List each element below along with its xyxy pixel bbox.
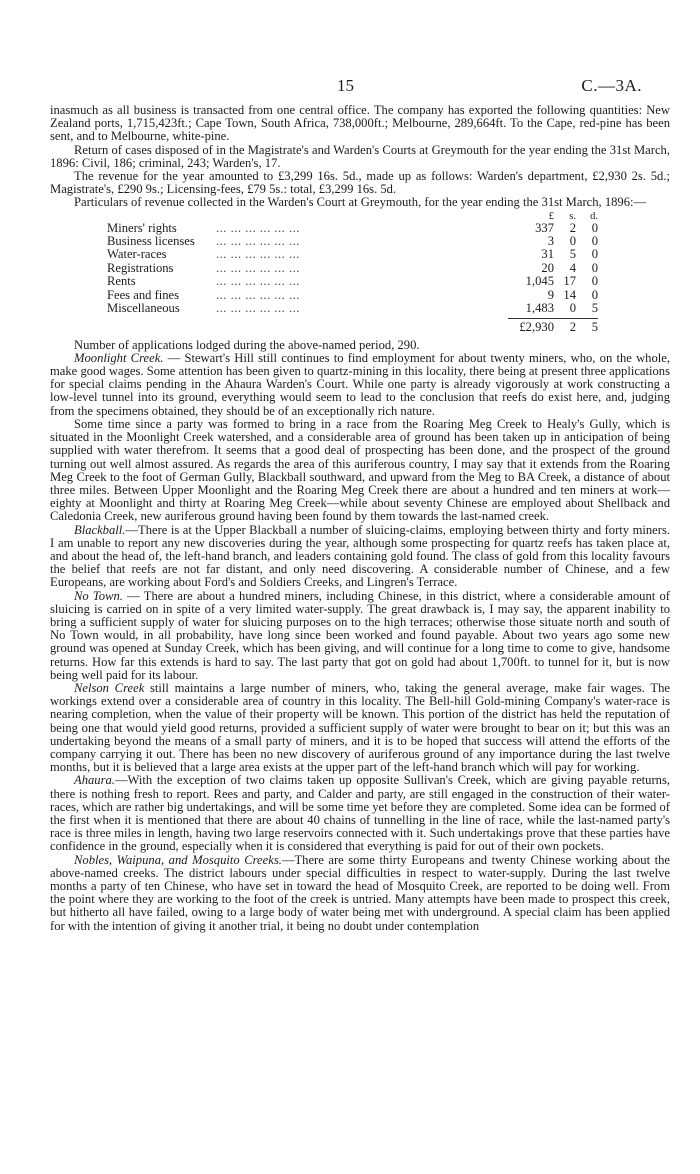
revenue-label: Miscellaneous: [107, 301, 180, 316]
revenue-pence: 5: [591, 301, 598, 316]
no-town-paragraph: [50, 590, 670, 682]
revenue-pounds: 3: [547, 234, 554, 249]
report-body: [50, 104, 670, 933]
ahaura-paragraph: [50, 774, 670, 853]
page-number: 15: [337, 76, 354, 95]
total-pence: 5: [591, 320, 598, 335]
nelson-creek-text: still maintains a large number of miners, who, taking the general average, make fair wages. The workings extend over a considerable area of country in this locality. The Bell-hill Gold-mining Company's water-race is nearing completion, when the value of their property will be known. This portion of the district has held the reputation of being one that would yield good returns, provided a sufficient supply of water were brought to bear on it; but this was an undertaking beyond the means of a small party of miners, and it is to be hoped that success will attend the efforts of the company carrying it out. There has been no new discovery of auriferous ground of any importance during the last twelve months, but it is believed that a large area exists at the upper part of the left-hand branch which will pay for working.: [50, 680, 671, 775]
revenue-pence: 0: [591, 247, 598, 262]
leader-dots: ... ... ... ... ... ...: [216, 301, 300, 316]
section-heading-blackball: Blackball.: [74, 522, 126, 537]
revenue-label: Miners' rights: [107, 220, 177, 235]
leader-dots: ... ... ... ... ... ...: [216, 287, 300, 302]
intro-paragraph-particulars: Particulars of revenue collected in the Warden's Court at Greymouth, for the year ending the 31st March, 1896:—: [74, 195, 647, 210]
intro-paragraph-exports: inasmuch as all business is transacted from one central office. The company has exported the following quantities: New Zealand ports, 1,715,423ft.; Cape Town, South Africa, 738,000ft.; Melbourne, 289,664ft. To the Cape, red-pine has been sent, and to Melbourne, white-pine.: [50, 103, 670, 144]
moonlight-creek-paragraph: [50, 352, 670, 418]
nobles-text: —There are some thirty Europeans and twenty Chinese working about the above-named creeks. The district labours under special difficulties in respect to water-supply. During the last twelve months a party of ten Chinese, who have set in toward the head of Mosquito Creek, are reported to be doing well. From the point where they are working to the foot of the creek is untried. Many attempts have been made to prospect this creek, but hitherto all have failed, owing to a large body of water being met with underground. A special claim has been applied for with the intention of giving it another trial, it being no doubt under contemplation: [50, 852, 670, 933]
moonlight-text: — Stewart's Hill still continues to find employment for about twenty miners, who, on the whole, make good wages. Some attention has been given to quartz-mining in this locality, there being at present three applications for special claims pending in the Ahaura Warden's Court. While one party is already vigorously at work constructing a low-level tunnel into its ground, everything would seem to lead to the conclusion that reefs do exist here, and, judging from the specimens obtained, they should be of an exceptionally rich nature.: [50, 350, 670, 418]
intro-paragraph-cases: Return of cases disposed of in the Magistrate's and Warden's Courts at Greymouth for the year ending the 31st March, 1896: Civil, 186; criminal, 243; Warden's, 17.: [50, 142, 670, 170]
intro-paragraph-revenue: The revenue for the year amounted to £3,299 16s. 5d., made up as follows: Warden's department, £2,930 2s. 5d.; Magistrate's, £290 9s.; Licensing-fees, £79 5s.: total, £3,299 16s. 5d.: [50, 169, 670, 197]
revenue-pence: 0: [591, 287, 598, 302]
leader-dots: ... ... ... ... ... ...: [216, 220, 300, 235]
revenue-shillings: 4: [569, 260, 576, 275]
leader-dots: ... ... ... ... ... ...: [216, 274, 300, 289]
revenue-label: Water-races: [107, 247, 167, 262]
revenue-pounds: 1,483: [525, 301, 554, 316]
section-heading-moonlight: Moonlight Creek.: [74, 350, 164, 365]
document-code: C.—3A.: [581, 76, 642, 95]
table-row: [107, 302, 598, 315]
revenue-pounds: 9: [547, 287, 554, 302]
table-row: [107, 262, 598, 275]
ahaura-text: —With the exception of two claims taken up opposite Sullivan's Creek, which are giving payable returns, there is nothing fresh to report. Rees and party, and Calder and party, are still engaged in the construction of their water-races, which are rather big undertakings, and will be some time yet before they are completed. Some idea can be formed of the first when it is mentioned that there are about 40 chains of tunnelling in the line of race, while the last-named party's race is three miles in length, having two large reservoirs connected with it. Such undertakings prove that these parties have confidence in the ground, especially when it is considered that everything is paid for out of their own pockets.: [50, 773, 670, 854]
revenue-label: Business licenses: [107, 234, 195, 249]
revenue-total-row: [107, 318, 670, 334]
revenue-shillings: 14: [563, 287, 576, 302]
table-row: [107, 222, 598, 235]
table-row: [107, 289, 598, 302]
revenue-label: Rents: [107, 274, 136, 289]
blackball-paragraph: [50, 524, 670, 590]
revenue-pence: 0: [591, 234, 598, 249]
pounds-header: £: [548, 210, 554, 222]
revenue-total: [508, 318, 598, 334]
revenue-shillings: 0: [569, 234, 576, 249]
revenue-pence: 0: [591, 274, 598, 289]
revenue-table: [107, 222, 598, 316]
section-heading-nelson-creek: Nelson Creek: [74, 680, 145, 695]
revenue-shillings: 17: [563, 274, 576, 289]
revenue-column-headers: [50, 211, 670, 222]
revenue-shillings: 2: [569, 220, 576, 235]
revenue-pounds: 20: [541, 260, 554, 275]
table-row: [107, 235, 598, 248]
table-row: [107, 248, 598, 261]
section-heading-no-town: No Town.: [74, 588, 123, 603]
section-heading-ahaura: Ahaura.: [74, 773, 115, 788]
revenue-pounds: 31: [541, 247, 554, 262]
revenue-pence: 0: [591, 260, 598, 275]
leader-dots: ... ... ... ... ... ...: [216, 260, 300, 275]
revenue-pounds: 1,045: [525, 274, 554, 289]
revenue-label: Registrations: [107, 260, 174, 275]
revenue-shillings: 5: [569, 247, 576, 262]
leader-dots: ... ... ... ... ... ...: [216, 247, 300, 262]
revenue-pounds: 337: [535, 220, 554, 235]
revenue-shillings: 0: [569, 301, 576, 316]
section-heading-nobles: Nobles, Waipuna, and Mosquito Creeks.: [74, 852, 282, 867]
roaring-meg-race-paragraph: Some time since a party was formed to bring in a race from the Roaring Meg Creek to Healy's Gully, which is situated in the Moonlight Creek watershed, and a considerable area of ground has been taken up in anticipation of being supplied with water therefrom. It seems that a good deal of prospecting has been done, and the prospect of the ground turning out well almost assured. As regards the area of this auriferous country, I may say that it extends from the Roaring Meg Creek to the foot of German Gully, Blackball southward, and upward from the Meg to BA Creek, a distance of about three miles. Between Upper Moonlight and the Roaring Meg Creek there are about a hundred and ten miners at work—eighty at Moonlight and thirty at Roaring Meg Creek—while about seventy Chinese are employed about Shellback and Caledonia Creek, new auriferous ground having been found by them towards the last-named creek.: [50, 416, 670, 524]
revenue-pence: 0: [591, 220, 598, 235]
applications-paragraph: Number of applications lodged during the above-named period, 290.: [74, 337, 420, 352]
leader-dots: ... ... ... ... ... ...: [216, 234, 300, 249]
revenue-label: Fees and fines: [107, 287, 180, 302]
shillings-header: s.: [569, 210, 576, 222]
total-pounds: £2,930: [519, 320, 554, 335]
blackball-text: —There is at the Upper Blackball a number of sluicing-claims, employing between thirty and forty miners. I am unable to report any new discoveries during the year, although some prospecting for quartz reefs has taken place at, and about the head of, the left-hand branch, and leaders containing gold found. The class of gold from this locality favours the belief that reefs are not far distant, and only need discovering. A considerable number of Chinese, and a few Europeans, are working about Ford's and Soldiers Creeks, and Lingren's Terrace.: [50, 522, 670, 590]
total-shillings: 2: [569, 320, 576, 335]
pence-header: d.: [590, 210, 598, 222]
page-header: [0, 76, 700, 100]
nobles-paragraph: [50, 854, 670, 933]
table-row: [107, 275, 598, 288]
nelson-creek-paragraph: [50, 682, 670, 774]
no-town-text: — There are about a hundred miners, including Chinese, in this district, where a considerable amount of sluicing is carried on in spite of a very limited water-supply. The great drawback is, I may say, the apparent inability to bring a sufficient supply of water for sluicing purposes on to the high terraces; otherwise those situate north and south of No Town would, in all probability, have long since been worked and found payable. About two years ago some new ground was opened at Sunday Creek, which has been giving, and will continue for a long time to come to give, handsome returns. How far this extends is hard to say. The last party that got on gold had about 1,700ft. to tunnel for it, but is now being well paid for its labour.: [50, 588, 670, 682]
